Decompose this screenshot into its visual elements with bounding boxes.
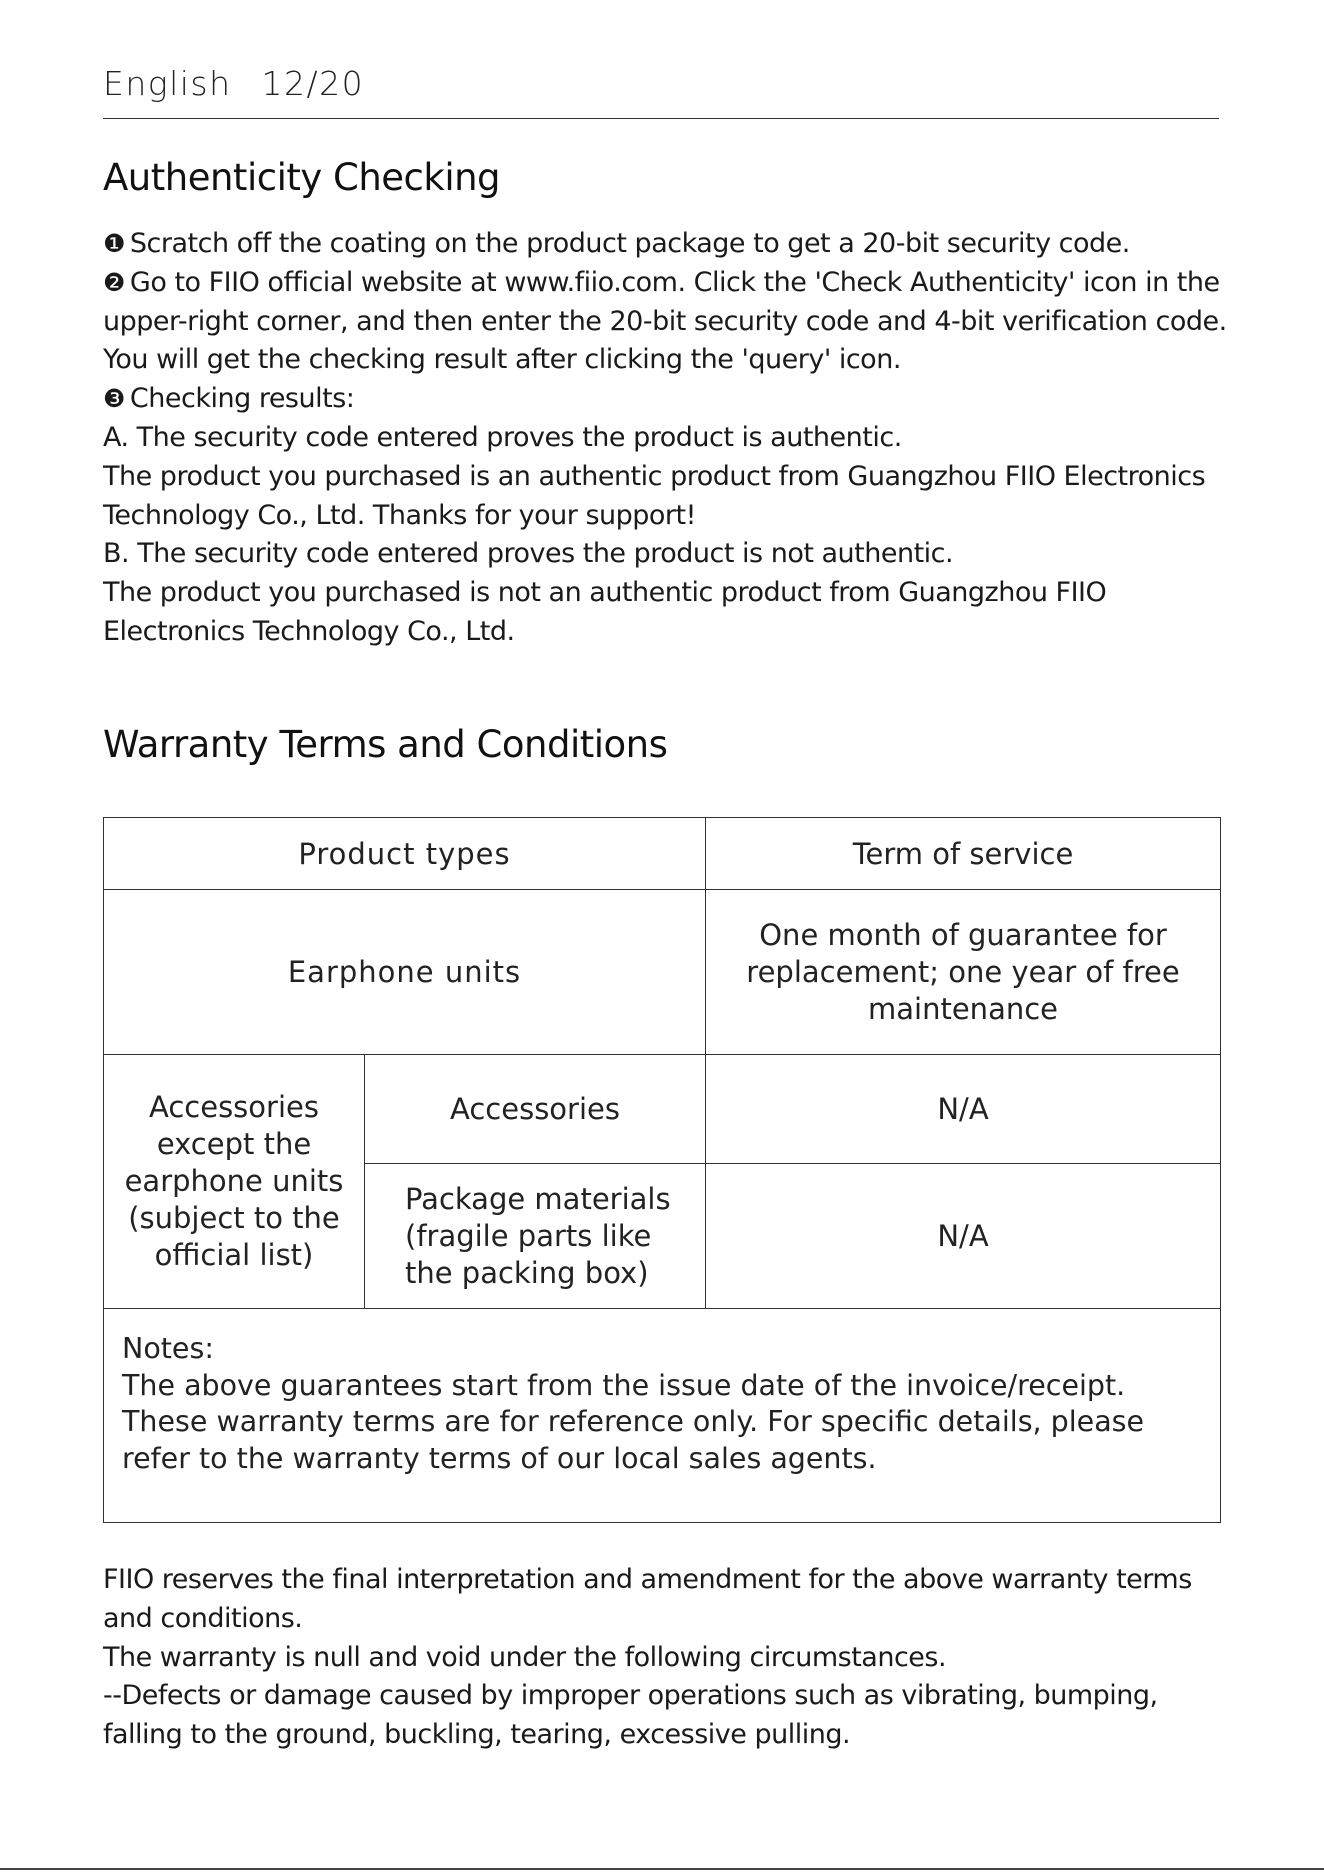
earphone-units-term-cell: One month of guarantee for replacement; one year of free maintenance (706, 890, 1221, 1055)
package-materials-cell: Package materials (fragile parts like the packing box) (365, 1164, 706, 1309)
result-a-text: The product you purchased is an authentic product from Guangzhou FIIO Electronics Technology Co., Ltd. Thanks for your support! (103, 460, 1206, 531)
step-2-marker: ❷ (103, 267, 125, 297)
page-bottom-edge (0, 1868, 1324, 1870)
notes-line-2: These warranty terms are for reference only. For specific details, please refer to the warranty terms of our local sales agents. (122, 1405, 1145, 1475)
header-term-of-service: Term of service (706, 818, 1221, 890)
step-2-text: Go to FIIO official website at www.fiio.com. Click the 'Check Authenticity' icon in the upper-right corner, and then enter the 20-bit security code and 4-bit verification code. You will get the checking result after clicking the 'query' icon. (103, 266, 1227, 376)
footer-line-1: FIIO reserves the final interpretation and amendment for the above warranty terms and conditions. (103, 1564, 1192, 1634)
step-2 (103, 264, 1243, 380)
accessories-term-cell: N/A (706, 1055, 1221, 1164)
step-3 (103, 380, 1243, 419)
language-label: English (103, 64, 232, 103)
notes-line-1: The above guarantees start from the issue date of the invoice/receipt. (122, 1368, 1126, 1402)
table-header-row (104, 818, 1221, 890)
footer-line-3: --Defects or damage caused by improper operations such as vibrating, bumping, falling to the ground, buckling, tearing, excessive pulling. (103, 1680, 1158, 1751)
warranty-footer-text (103, 1561, 1243, 1755)
step-1 (103, 225, 1243, 264)
step-3-text: Checking results: (129, 383, 355, 415)
warranty-section-title: Warranty Terms and Conditions (103, 723, 668, 766)
result-a-title: A. The security code entered proves the product is authentic. (103, 421, 902, 453)
package-materials-term-cell: N/A (706, 1164, 1221, 1309)
earphone-units-cell: Earphone units (104, 890, 706, 1055)
authenticity-section-title: Authenticity Checking (103, 156, 501, 199)
warranty-table (103, 817, 1221, 1523)
page-number: 12/20 (261, 64, 365, 103)
table-row (104, 1055, 1221, 1164)
header-divider (103, 118, 1219, 119)
result-b-title: B. The security code entered proves the product is not authentic. (103, 538, 954, 570)
footer-line-2: The warranty is null and void under the following circumstances. (103, 1641, 947, 1673)
authenticity-instructions (103, 225, 1243, 652)
notes-cell (104, 1309, 1221, 1523)
step-1-text: Scratch off the coating on the product package to get a 20-bit security code. (129, 228, 1130, 259)
table-notes-row (104, 1309, 1221, 1523)
accessories-cell: Accessories (365, 1055, 706, 1164)
notes-label: Notes: (122, 1332, 214, 1365)
step-1-marker: ❶ (103, 229, 125, 258)
accessories-group-cell: Accessories except the earphone units (subject to the official list) (104, 1055, 365, 1309)
result-b-text: The product you purchased is not an authentic product from Guangzhou FIIO Electronics Technology Co., Ltd. (103, 577, 1107, 647)
page-header (103, 64, 1219, 103)
table-row (104, 890, 1221, 1055)
header-product-types: Product types (104, 818, 706, 890)
step-3-marker: ❸ (103, 384, 125, 414)
